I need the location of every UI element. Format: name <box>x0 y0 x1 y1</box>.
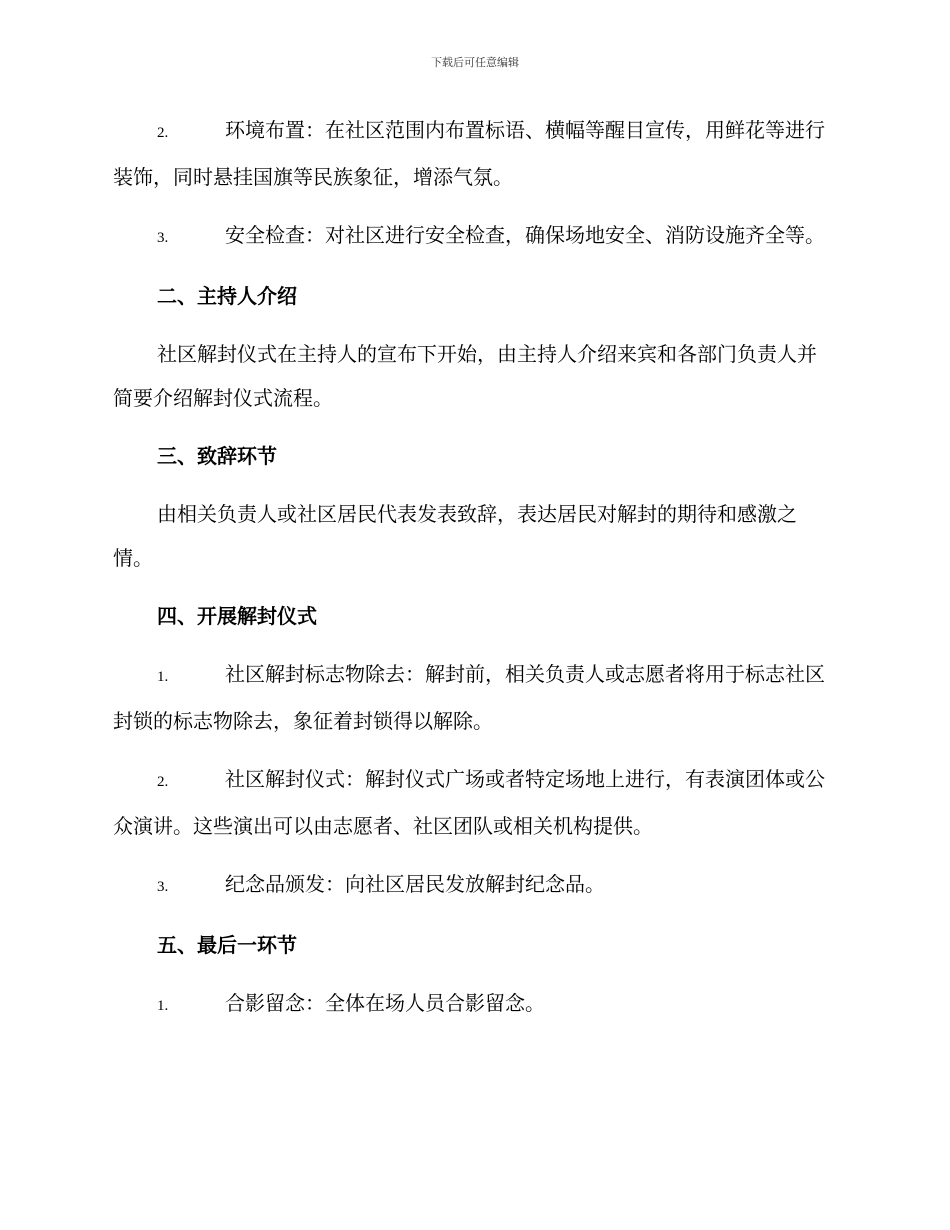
section-heading-ceremony: 四、开展解封仪式 <box>157 604 317 628</box>
page-header-note: 下载后可任意编辑 <box>431 56 519 69</box>
list-item-group-photo <box>113 981 833 1028</box>
list-item-environment <box>113 108 833 199</box>
list-number: 2. <box>157 774 169 790</box>
list-item-safety-check <box>113 213 833 260</box>
list-item-text: 纪念品颁发：向社区居民发放解封纪念品。 <box>225 872 605 896</box>
list-item-text: 社区解封标志物除去：解封前，相关负责人或志愿者将用于标志社区封锁的标志物除去，象征着封锁得以解除。 <box>113 662 825 733</box>
section-heading-final: 五、最后一环节 <box>157 933 297 957</box>
section-heading-speech: 三、致辞环节 <box>157 444 277 468</box>
document-body <box>113 108 833 1042</box>
section-heading-host-intro: 二、主持人介绍 <box>157 284 297 308</box>
list-item-souvenir <box>113 862 833 909</box>
list-item-remove-markers <box>113 652 833 743</box>
list-number: 1. <box>157 669 169 685</box>
list-number: 3. <box>157 230 169 246</box>
list-number: 1. <box>157 998 169 1014</box>
list-number: 2. <box>157 125 169 141</box>
list-number: 3. <box>157 879 169 895</box>
list-item-text: 合影留念：全体在场人员合影留念。 <box>225 991 545 1015</box>
list-item-ceremony <box>113 757 833 848</box>
list-item-text: 安全检查：对社区进行安全检查，确保场地安全、消防设施齐全等。 <box>225 223 825 247</box>
paragraph-host-intro: 社区解封仪式在主持人的宣布下开始，由主持人介绍来宾和各部门负责人并简要介绍解封仪式流程。 <box>113 342 817 410</box>
paragraph-speech: 由相关负责人或社区居民代表发表致辞，表达居民对解封的期待和感激之情。 <box>113 502 797 570</box>
list-item-text: 环境布置：在社区范围内布置标语、横幅等醒目宣传，用鲜花等进行装饰，同时悬挂国旗等民族象征，增添气氛。 <box>113 118 825 189</box>
list-item-text: 社区解封仪式：解封仪式广场或者特定场地上进行，有表演团体或公众演讲。这些演出可以由志愿者、社区团队或相关机构提供。 <box>113 767 825 838</box>
